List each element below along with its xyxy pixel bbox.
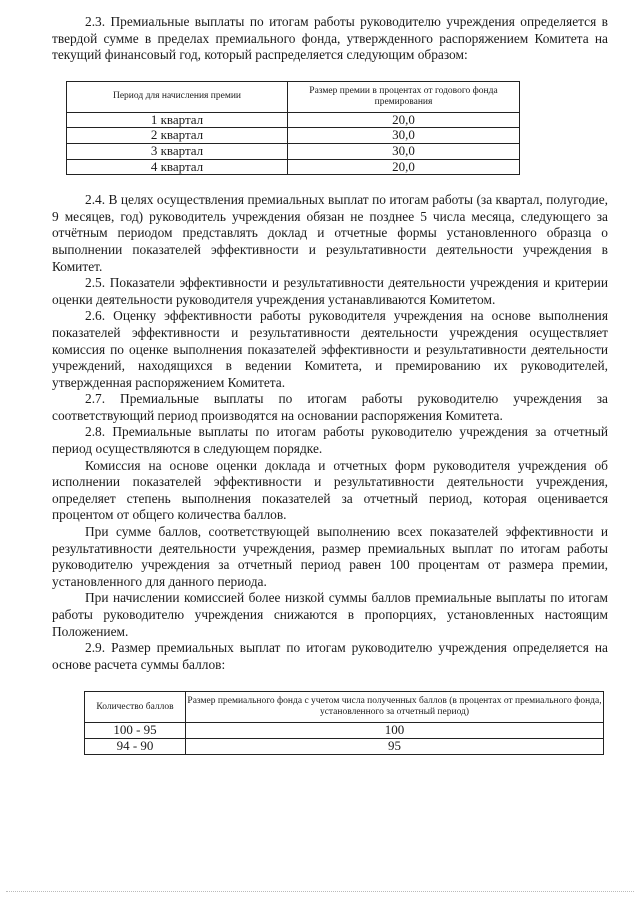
document-page bbox=[52, 14, 608, 755]
paragraph-2-6: 2.6. Оценку эффективности работы руководителя учреждения на основе выполнения показателей эффективности и результативности деятельности учреждения осуществляет комиссия по оценке выполнения показателей эффективности и результативности деятельности учреждений, находящихся в ведении Комитета, и премированию их руководителей, утвержденная распоряжением Комитета. bbox=[52, 308, 608, 390]
period-cell: 2 квартал bbox=[67, 128, 288, 144]
paragraph-commission: Комиссия на основе оценки доклада и отчетных форм руководителя учреждения об исполнении показателей эффективности и результативности деятельности учреждения, определяет степень выполнения показателей за отчетный период, которая оценивается процентом от общего количества баллов. bbox=[52, 457, 608, 523]
points-cell: 100 - 95 bbox=[85, 723, 186, 739]
value-cell: 100 bbox=[186, 723, 604, 739]
table-row bbox=[85, 738, 604, 754]
value-cell: 30,0 bbox=[288, 143, 520, 159]
paragraph-2-9: 2.9. Размер премиальных выплат по итогам руководителю учреждения определяется на основе расчета суммы баллов: bbox=[52, 640, 608, 672]
paragraph-lower-points: При начислении комиссией более низкой суммы баллов премиальные выплаты по итогам работы руководителю учреждения снижаются в пропорциях, установленных настоящим Положением. bbox=[52, 590, 608, 639]
value-cell: 20,0 bbox=[288, 159, 520, 175]
header-premium-size: Размер премии в процентах от годового фонда премирования bbox=[288, 81, 520, 112]
table-row bbox=[67, 128, 520, 144]
value-cell: 30,0 bbox=[288, 128, 520, 144]
paragraph-2-7: 2.7. Премиальные выплаты по итогам работы руководителю учреждения за соответствующий период производятся на основании распоряжения Комитета. bbox=[52, 391, 608, 423]
points-table bbox=[84, 691, 604, 754]
paragraph-2-3: 2.3. Премиальные выплаты по итогам работы руководителю учреждения определяется в твердой сумме в пределах премиального фонда, утвержденного распоряжением Комитета на текущий финансовый год, который распределяется следующим образом: bbox=[52, 14, 608, 63]
value-cell: 95 bbox=[186, 738, 604, 754]
paragraph-2-4: 2.4. В целях осуществления премиальных выплат по итогам работы (за квартал, полугодие, 9 месяцев, год) руководитель учреждения обязан не позднее 5 числа месяца, следующего за отчётным периодом представлять доклад и отчетные формы установленного образца о выполнении показателей эффективности и результативности деятельности учреждения в Комитет. bbox=[52, 192, 608, 274]
header-fund-size: Размер премиального фонда с учетом числа полученных баллов (в процентах от премиального фонда, установленного за отчетный период) bbox=[186, 692, 604, 723]
header-period: Период для начисления премии bbox=[67, 81, 288, 112]
paragraph-2-5: 2.5. Показатели эффективности и результативности деятельности учреждения и критерии оценки деятельности руководителя учреждения устанавливаются Комитетом. bbox=[52, 275, 608, 307]
points-cell: 94 - 90 bbox=[85, 738, 186, 754]
table-row bbox=[67, 159, 520, 175]
table-header-row bbox=[85, 692, 604, 723]
header-points: Количество баллов bbox=[85, 692, 186, 723]
premium-period-table bbox=[66, 81, 520, 175]
table-row bbox=[67, 143, 520, 159]
period-cell: 1 квартал bbox=[67, 112, 288, 128]
period-cell: 3 квартал bbox=[67, 143, 288, 159]
paragraph-2-8: 2.8. Премиальные выплаты по итогам работы руководителю учреждения за отчетный период осуществляются в следующем порядке. bbox=[52, 424, 608, 457]
table-header-row bbox=[67, 81, 520, 112]
table-row bbox=[85, 723, 604, 739]
value-cell: 20,0 bbox=[288, 112, 520, 128]
paragraph-points-sum: При сумме баллов, соответствующей выполнению всех показателей эффективности и результативности деятельности учреждения, размер премиальных выплат по итогам работы руководителю учреждения за отчетный период равен 100 процентам от размера премии, установленного для данного периода. bbox=[52, 524, 608, 589]
period-cell: 4 квартал bbox=[67, 159, 288, 175]
scan-edge-divider bbox=[6, 891, 634, 892]
table-row bbox=[67, 112, 520, 128]
